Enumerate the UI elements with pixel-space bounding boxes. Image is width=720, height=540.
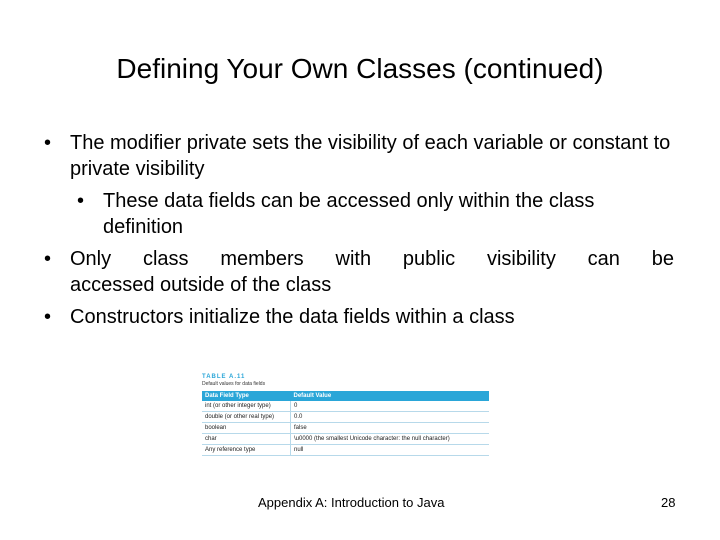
table-cell: int (or other integer type) <box>202 401 291 412</box>
table-header-cell: Data Field Type <box>202 391 291 401</box>
sub-bullet-item <box>44 188 674 240</box>
table-header-cell: Default Value <box>291 391 490 401</box>
table-label: TABLE A.11 <box>202 374 246 380</box>
table-cell: 0 <box>291 401 490 412</box>
table-cell: null <box>291 445 490 456</box>
bullet-text: The modifier private sets the visibility of each variable or constant to private visibility <box>70 132 671 180</box>
bullet-text-line: Only class members with public visibility can be <box>70 248 674 270</box>
table-cell: \u0000 (the smallest Unicode character: the null character) <box>291 434 490 445</box>
bullet-item <box>44 246 674 298</box>
table-header-row <box>202 391 489 401</box>
table-cell: double (or other real type) <box>202 412 291 423</box>
table-caption: Default values for data fields <box>202 381 266 387</box>
table-cell: char <box>202 434 291 445</box>
table-cell: Any reference type <box>202 445 291 456</box>
table-row <box>202 412 489 423</box>
slide-title: Defining Your Own Classes (continued) <box>116 53 604 84</box>
table-row <box>202 434 489 445</box>
page-number: 28 <box>661 495 676 510</box>
bullet-item <box>44 130 674 182</box>
table-row <box>202 423 489 434</box>
table-cell: 0.0 <box>291 412 490 423</box>
table-row <box>202 401 489 412</box>
bullet-item <box>44 304 674 330</box>
table-cell: false <box>291 423 490 434</box>
bullet-text: These data fields can be accessed only within the class definition <box>103 190 595 238</box>
footer-text: Appendix A: Introduction to Java <box>258 495 445 510</box>
bullet-icon: • <box>44 132 52 154</box>
bullet-icon: • <box>77 190 85 212</box>
table-row <box>202 445 489 456</box>
bullet-text: Constructors initialize the data fields within a class <box>70 306 515 328</box>
default-values-table <box>202 391 489 456</box>
bullet-icon: • <box>44 248 52 270</box>
bullet-text-line: accessed outside of the class <box>70 274 332 296</box>
bullet-list <box>44 130 674 336</box>
table-cell: boolean <box>202 423 291 434</box>
default-values-table-figure <box>202 374 490 474</box>
bullet-icon: • <box>44 306 52 328</box>
